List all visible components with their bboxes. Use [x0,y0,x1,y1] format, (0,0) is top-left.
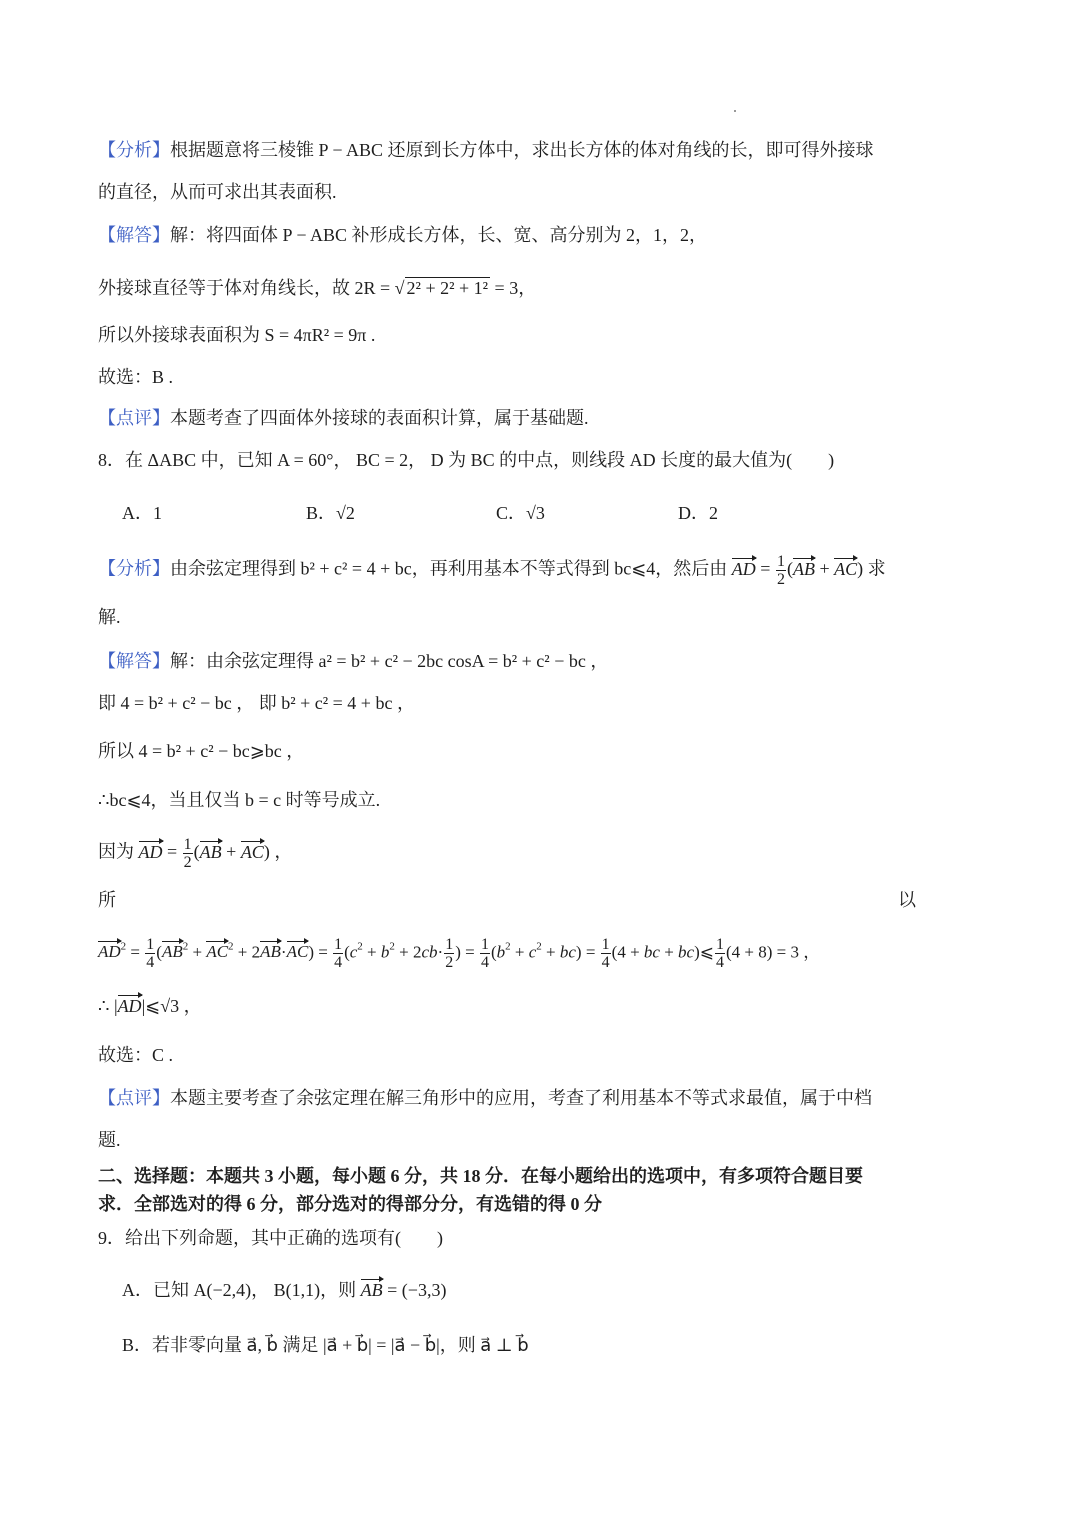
q7-area-line: 所以外接球表面积为 S = 4πR² = 9π . [98,325,376,345]
q7-analysis-line2: 的直径，从而可求出其表面积. [98,182,337,202]
q8-option-c: C．√3 [496,503,545,523]
q9-option-b: B．若非零向量 a⃗, b⃗ 满足 |a⃗ + b⃗| = |a⃗ − b⃗|，则 a⃗ ⊥ b⃗ [122,1335,529,1355]
q7-analysis-line: 【分析】根据题意将三棱锥 P − ABC 还原到长方体中，求出长方体的体对角线的长，即可得外接球 [98,140,874,160]
q8-option-a: A．1 [122,503,162,523]
q8-option-d: D．2 [678,503,718,523]
q7-choice: 故选：B . [98,367,174,387]
section2-heading-line2: 求．全部选对的得 6 分，部分选对的得部分分，有选错的得 0 分 [98,1194,602,1214]
scan-speck [734,110,736,112]
q8-solution-line: 【解答】解：由余弦定理得 a² = b² + c² − 2bc cosA = b² + c² − bc ， [98,651,609,671]
q8-sol-line3: 所以 4 = b² + c² − bc⩾bc ， [98,741,305,761]
q8-choice: 故选：C . [98,1045,174,1065]
q8-sol-line6-left: 所 [98,890,116,910]
q8-sol-line5: 因为 AD = $\frac{1}{2}$ (AB + AC) ， [98,836,293,871]
q8-analysis-line: 【分析】由余弦定理得到 b² + c² = 4 + bc，再利用基本不等式得到 bc⩽4，然后由 AD = $\frac{1}{2}$ (AB + AC) 求 [98,553,886,588]
q7-diameter-line: 外接球直径等于体对角线长，故 2R = √ 2² + 2² + 1² = 3， [98,278,537,298]
q8-sol-line7: $AD^2$ = $\frac{1}{4}$ $(AB^2 + AC^2 + 2AB\cdot AC)$ = $\frac{1}{4}$ ($c^2 + b^2 + 2cb\cdot$ $\frac{1}{2}$ ) = $\frac{1}{4}$ $(b^2 + c^2 + bc)$ = $\frac{1}{4}$ (4 + bc + bc)⩽ $\frac{1}{4}$ (4 + 8) = 3 ， [98,936,821,971]
q8-sol-line6-right: 以 [898,890,916,910]
q8-option-b: B．√2 [306,503,355,523]
q8-analysis-line2: 解. [98,607,121,627]
q8-sol-line8: ∴ |AD|⩽√3 ， [98,996,202,1016]
q8-comment: 【点评】本题主要考查了余弦定理在解三角形中的应用，考查了利用基本不等式求最值，属于中档 [98,1088,872,1108]
q8-comment-line2: 题. [98,1130,121,1150]
q7-solution-line: 【解答】解：将四面体 P − ABC 补形成长方体，长、宽、高分别为 2，1，2， [98,225,708,245]
q8-stem: 8．在 ΔABC 中，已知 A = 60°， BC = 2， D 为 BC 的中点，则线段 AD 长度的最大值为( ) [98,450,835,470]
section2-heading: 二、选择题：本题共 3 小题，每小题 6 分，共 18 分．在每小题给出的选项中，有多项符合题目要 [98,1166,863,1186]
q9-option-a: A．已知 A(−2,4)， B(1,1)，则 AB = (−3,3) [122,1280,447,1300]
q7-comment: 【点评】本题考查了四面体外接球的表面积计算，属于基础题. [98,408,589,428]
q8-sol-line2: 即 4 = b² + c² − bc ， 即 b² + c² = 4 + bc ， [98,693,415,713]
q9-stem: 9．给出下列命题，其中正确的选项有( ) [98,1228,443,1248]
q8-sol-line4: ∴bc⩽4，当且仅当 b = c 时等号成立. [98,790,381,810]
